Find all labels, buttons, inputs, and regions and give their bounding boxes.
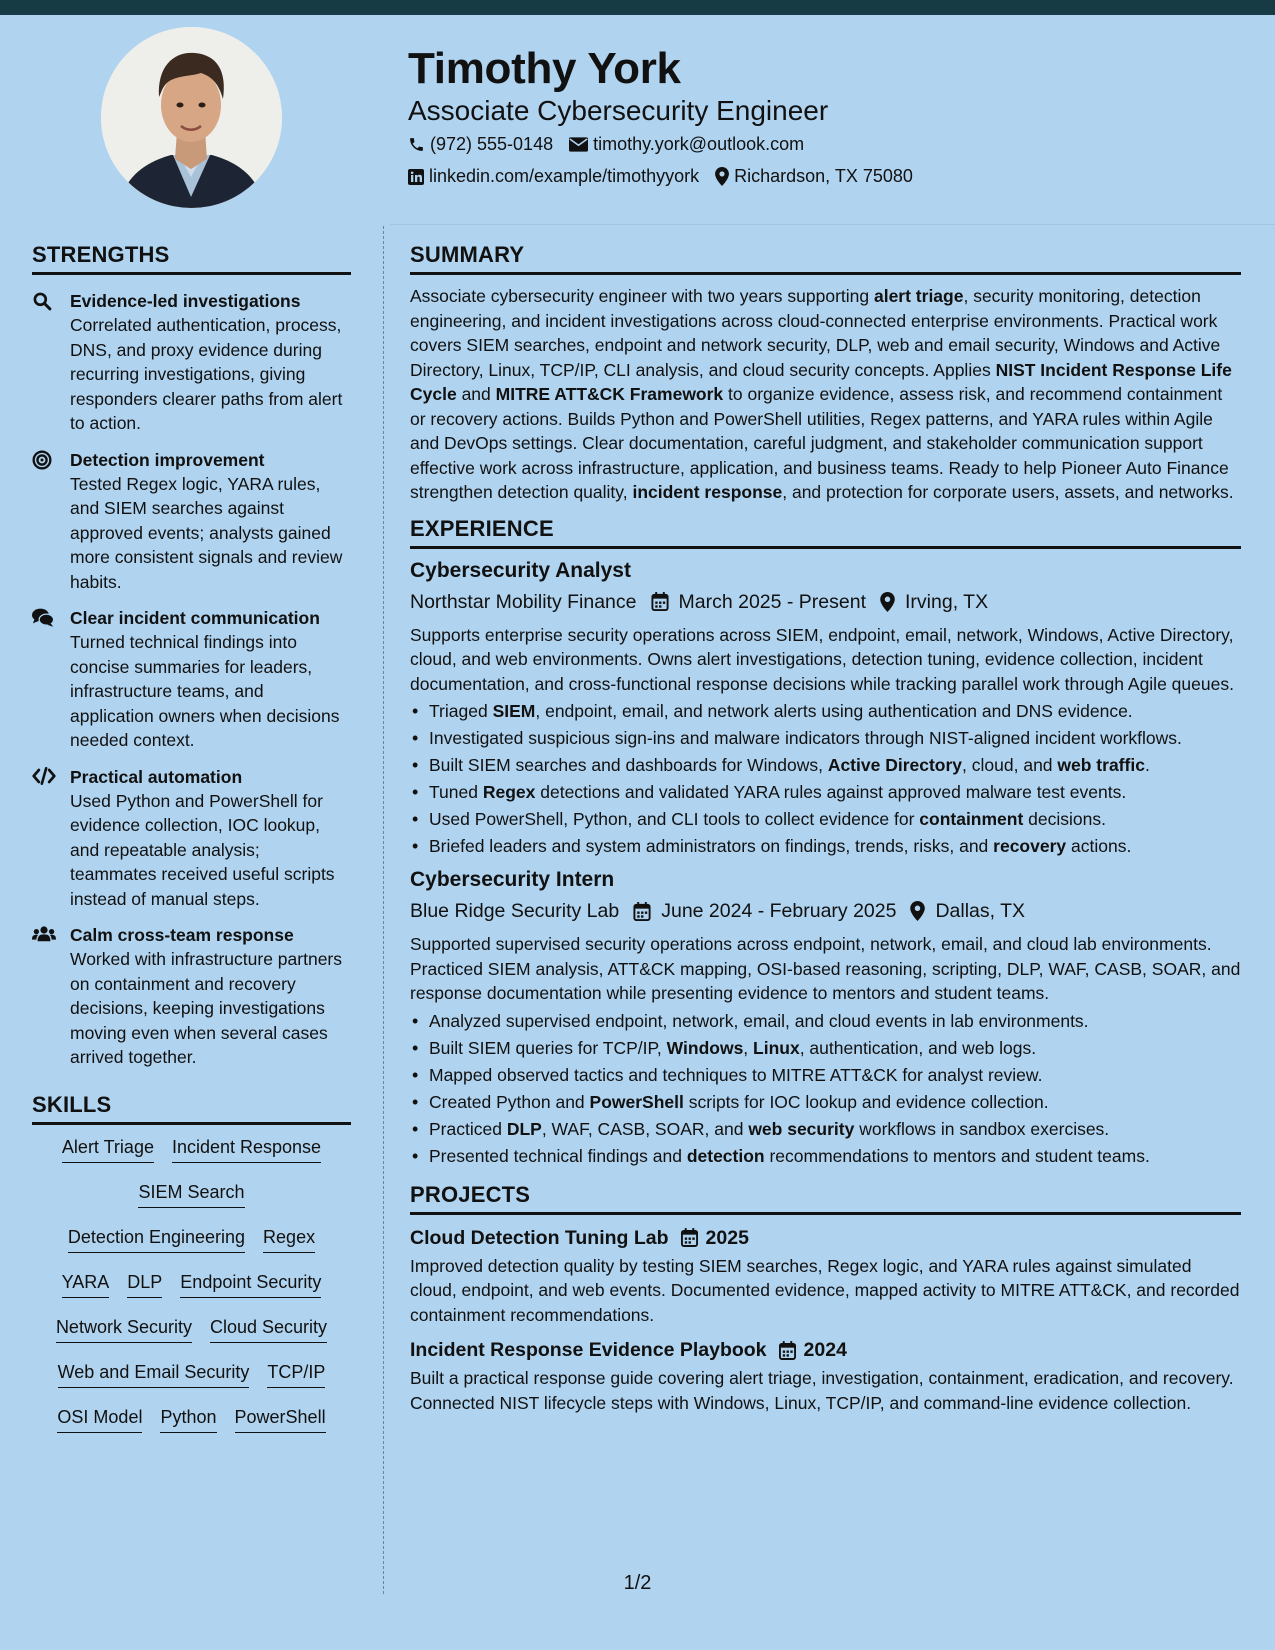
job-company: Northstar Mobility Finance — [410, 590, 637, 613]
portrait-illustration — [101, 27, 282, 208]
header-separator — [390, 224, 1275, 225]
calendar-icon — [681, 1228, 698, 1247]
bold-text: Linux — [753, 1037, 800, 1058]
skill-tag: Web and Email Security — [58, 1360, 250, 1388]
job-description: Supported supervised security operations across endpoint, network, email, and cloud lab environments. Practiced SIEM analysis, ATT&CK mapping, OSI-based reasoning, scripting, DLP, WAF, CASB, SOAR, and response documentation while presenting evidence to mentors and student teams. — [410, 934, 1241, 1003]
skills-heading: SKILLS — [32, 1092, 351, 1125]
job-bullet — [410, 834, 1241, 858]
text-segment: detections and validated YARA rules against approved malware test events. — [535, 782, 1127, 802]
skill-tag: Detection Engineering — [68, 1225, 245, 1253]
project-title: Incident Response Evidence Playbook — [410, 1339, 767, 1361]
text-segment: Created Python and — [429, 1091, 590, 1112]
job-dates: June 2024 - February 2025 — [661, 900, 897, 922]
job-meta — [410, 589, 1241, 615]
comments-icon — [32, 608, 54, 627]
text-segment: Built SIEM queries for TCP/IP, — [429, 1037, 667, 1058]
strength-item — [32, 289, 351, 436]
job-entry — [410, 867, 1241, 1168]
project-entry — [410, 1225, 1241, 1328]
summary-text — [410, 284, 1241, 505]
strength-text: Tested Regex logic, YARA rules, and SIEM searches against approved events; analysts gained more consistent signals and review habits. — [70, 473, 343, 592]
text-segment: actions. — [1066, 836, 1132, 856]
skill-tag: Regex — [263, 1225, 315, 1253]
skill-tag: Alert Triage — [62, 1135, 154, 1163]
project-header — [410, 1225, 1241, 1251]
skill-row — [32, 1405, 351, 1450]
phone-contact[interactable] — [408, 134, 553, 155]
text-segment: , authentication, and web logs. — [799, 1037, 1037, 1058]
project-description: Improved detection quality by testing SIEM searches, Regex logic, and YARA rules against simulated cloud, endpoint, and web events. Documented evidence, mapped activity to MITRE ATT&CK, and recorded containment recommendations. — [410, 1255, 1240, 1325]
skills-list — [32, 1135, 351, 1450]
skill-tag: Python — [160, 1405, 216, 1433]
map-pin-icon — [910, 901, 925, 921]
skill-tag: Incident Response — [172, 1135, 321, 1163]
strengths-heading: STRENGTHS — [32, 242, 351, 275]
users-icon — [32, 925, 56, 943]
strengths-list — [32, 289, 351, 1070]
bold-text: MITRE ATT&CK Framework — [495, 384, 724, 404]
bold-text: web traffic — [1057, 755, 1145, 775]
text-segment: Analyzed supervised endpoint, network, email, and cloud events in lab environments. — [429, 1010, 1089, 1031]
job-bullets — [410, 1009, 1241, 1168]
strength-text: Worked with infrastructure partners on containment and recovery decisions, keeping investigations moving even when several cases arrived together. — [70, 949, 343, 1067]
text-segment: Practiced — [429, 1118, 507, 1139]
text-segment: , and protection for corporate users, assets, and networks. — [782, 482, 1234, 502]
job-bullet — [410, 1144, 1241, 1168]
linkedin-text: linkedin.com/example/timothyyork — [429, 166, 700, 186]
skill-row — [32, 1315, 351, 1360]
bold-text: detection — [686, 1145, 765, 1166]
job-bullet — [410, 1063, 1241, 1087]
job-bullets — [410, 699, 1241, 858]
candidate-name: Timothy York — [408, 44, 681, 93]
phone-text: (972) 555-0148 — [430, 134, 554, 154]
skill-row — [32, 1135, 351, 1180]
text-segment: Built SIEM searches and dashboards for Windows, — [429, 755, 828, 775]
strength-text: Turned technical findings into concise summaries for leaders, infrastructure teams, and application owners when decisions needed context. — [70, 632, 340, 750]
job-meta — [410, 898, 1241, 924]
skill-tag: Cloud Security — [210, 1315, 327, 1343]
bold-text: incident response — [632, 482, 783, 502]
profile-photo — [101, 27, 282, 208]
job-dates: March 2025 - Present — [678, 590, 867, 613]
left-column — [32, 242, 351, 1450]
bold-text: alert triage — [873, 286, 964, 306]
page-number: 1/2 — [623, 1572, 652, 1594]
strength-text: Used Python and PowerShell for evidence collection, IOC lookup, and repeatable analysis; teammates received useful scripts instead of manual steps. — [70, 790, 335, 909]
candidate-title: Associate Cybersecurity Engineer — [408, 95, 829, 126]
calendar-icon — [651, 592, 669, 611]
bold-text: NIST Incident Response Life Cycle — [410, 359, 1232, 404]
job-bullet — [410, 807, 1241, 831]
strength-item — [32, 765, 351, 912]
code-icon — [32, 767, 56, 785]
job-entry — [410, 558, 1241, 859]
text-segment: , — [743, 1037, 754, 1058]
skill-tag: SIEM Search — [138, 1180, 244, 1208]
text-segment: Triaged — [429, 701, 493, 721]
job-company: Blue Ridge Security Lab — [410, 900, 620, 922]
bold-text: containment — [919, 809, 1024, 829]
text-segment: . — [1144, 755, 1150, 775]
phone-icon — [408, 136, 425, 153]
skill-row — [32, 1225, 351, 1270]
bold-text: Windows — [666, 1037, 744, 1058]
job-location: Irving, TX — [905, 590, 989, 613]
map-pin-icon — [715, 167, 729, 186]
bold-text: recovery — [993, 836, 1067, 856]
bold-text: PowerShell — [589, 1091, 684, 1112]
bold-text: Regex — [482, 782, 536, 802]
job-location: Dallas, TX — [935, 900, 1026, 922]
top-accent-bar — [0, 0, 1275, 15]
job-title: Cybersecurity Analyst — [410, 558, 631, 582]
experience-heading: EXPERIENCE — [410, 516, 1241, 549]
text-segment: and — [456, 384, 496, 404]
text-segment: scripts for IOC lookup and evidence collection. — [683, 1091, 1049, 1112]
bold-text: SIEM — [492, 701, 536, 721]
skill-tag: YARA — [62, 1270, 110, 1298]
job-bullet — [410, 780, 1241, 804]
right-column — [410, 242, 1241, 1415]
job-bullet — [410, 1009, 1241, 1033]
strength-title: Calm cross-team response — [70, 925, 294, 945]
job-location-group — [910, 898, 1025, 924]
project-year: 2024 — [803, 1339, 847, 1361]
target-icon — [32, 450, 52, 470]
skill-row — [32, 1360, 351, 1405]
strength-title: Practical automation — [70, 766, 243, 787]
project-header — [410, 1337, 1241, 1363]
contact-row-2 — [408, 166, 929, 187]
text-segment: , security monitoring, detection engineering, and incident investigations across cloud-connected enterprise environments. Practical work covers SIEM searches, endpoint and network security, DLP, web and email security, Windows and Active Directory, Linux, TCP/IP, CLI analysis, and cloud security concepts. Applies — [410, 286, 1221, 380]
map-pin-icon — [880, 592, 895, 612]
skill-row — [32, 1180, 351, 1225]
strength-title: Clear incident communication — [70, 608, 320, 628]
text-segment: Investigated suspicious sign-ins and malware indicators through NIST-aligned incident workflows. — [429, 728, 1182, 748]
strength-item — [32, 923, 351, 1070]
skill-tag: TCP/IP — [267, 1360, 325, 1388]
text-segment: workflows in sandbox exercises. — [854, 1118, 1110, 1139]
text-segment: Associate cybersecurity engineer with two years supporting — [410, 286, 874, 306]
skill-tag: DLP — [127, 1270, 162, 1298]
search-icon — [32, 291, 52, 311]
projects-heading: PROJECTS — [410, 1182, 1241, 1215]
project-entry — [410, 1337, 1241, 1415]
bold-text: DLP — [506, 1118, 542, 1139]
calendar-icon — [633, 902, 651, 921]
strength-item — [32, 448, 351, 595]
text-segment: Briefed leaders and system administrators on findings, trends, risks, and — [429, 836, 994, 856]
job-bullet — [410, 699, 1241, 723]
text-segment: , endpoint, email, and network alerts using authentication and DNS evidence. — [535, 701, 1133, 721]
text-segment: decisions. — [1023, 809, 1106, 829]
summary-heading: SUMMARY — [410, 242, 1241, 275]
email-contact[interactable] — [569, 134, 804, 155]
text-segment: recommendations to mentors and student teams. — [764, 1145, 1150, 1166]
job-location-group — [880, 589, 988, 615]
text-segment: Used PowerShell, Python, and CLI tools to collect evidence for — [429, 809, 920, 829]
project-year: 2025 — [705, 1226, 749, 1249]
job-bullet — [410, 1036, 1241, 1060]
text-segment: Presented technical findings and — [429, 1145, 687, 1166]
job-bullet — [410, 1090, 1241, 1114]
strength-item — [32, 606, 351, 753]
bold-text: web security — [748, 1118, 855, 1139]
email-text: timothy.york@outlook.com — [593, 134, 805, 154]
skill-tag: Network Security — [56, 1315, 192, 1343]
job-bullet — [410, 753, 1241, 777]
job-description: Supports enterprise security operations across SIEM, endpoint, email, network, Windows, Active Directory, cloud, and web environments. Owns alert investigations, detection tuning, evidence collection, incident documentation, and cross-functional response decisions while tracking parallel work through Agile queues. — [410, 624, 1234, 694]
linkedin-contact[interactable] — [408, 166, 699, 187]
calendar-icon — [779, 1341, 796, 1360]
project-description: Built a practical response guide covering alert triage, investigation, containment, eradication, and recovery. Connected NIST lifecycle steps with Windows, Linux, TCP/IP, and command-line evidence collection. — [410, 1368, 1234, 1413]
skill-tag: Endpoint Security — [180, 1270, 321, 1298]
text-segment: to organize evidence, assess risk, and recommend containment or recovery actions. Builds Python and PowerShell utilities, Regex patterns, and YARA rules within Agile and DevOps settings. Clear documentation, careful judgment, and stakeholder communication support effective work across infrastructure, application, and business teams. Ready to help Pioneer Auto Finance strengthen detection quality, — [410, 384, 1229, 502]
job-title: Cybersecurity Intern — [410, 868, 615, 891]
bold-text: Active Directory — [827, 755, 963, 775]
column-divider — [383, 226, 384, 1594]
skill-row — [32, 1270, 351, 1315]
location-text: Richardson, TX 75080 — [734, 166, 913, 186]
job-dates-group — [633, 898, 896, 924]
text-segment: , cloud, and — [962, 755, 1058, 775]
contact-row-1 — [408, 134, 820, 155]
location-contact — [715, 166, 913, 187]
strength-title: Evidence-led investigations — [70, 291, 301, 311]
linkedin-icon — [408, 169, 424, 185]
job-dates-group — [651, 589, 867, 615]
text-segment: Mapped observed tactics and techniques to MITRE ATT&CK for analyst review. — [429, 1064, 1043, 1085]
text-segment: Tuned — [429, 782, 483, 802]
skill-tag: OSI Model — [57, 1405, 142, 1433]
project-title: Cloud Detection Tuning Lab — [410, 1226, 669, 1249]
envelope-icon — [569, 137, 588, 152]
text-segment: , WAF, CASB, SOAR, and — [541, 1118, 749, 1139]
skill-tag: PowerShell — [235, 1405, 326, 1433]
job-bullet — [410, 1117, 1241, 1141]
job-bullet — [410, 726, 1241, 750]
strength-title: Detection improvement — [70, 449, 265, 470]
strength-text: Correlated authentication, process, DNS, and proxy evidence during recurring investigations, giving responders clearer paths from alert to action. — [70, 315, 343, 433]
